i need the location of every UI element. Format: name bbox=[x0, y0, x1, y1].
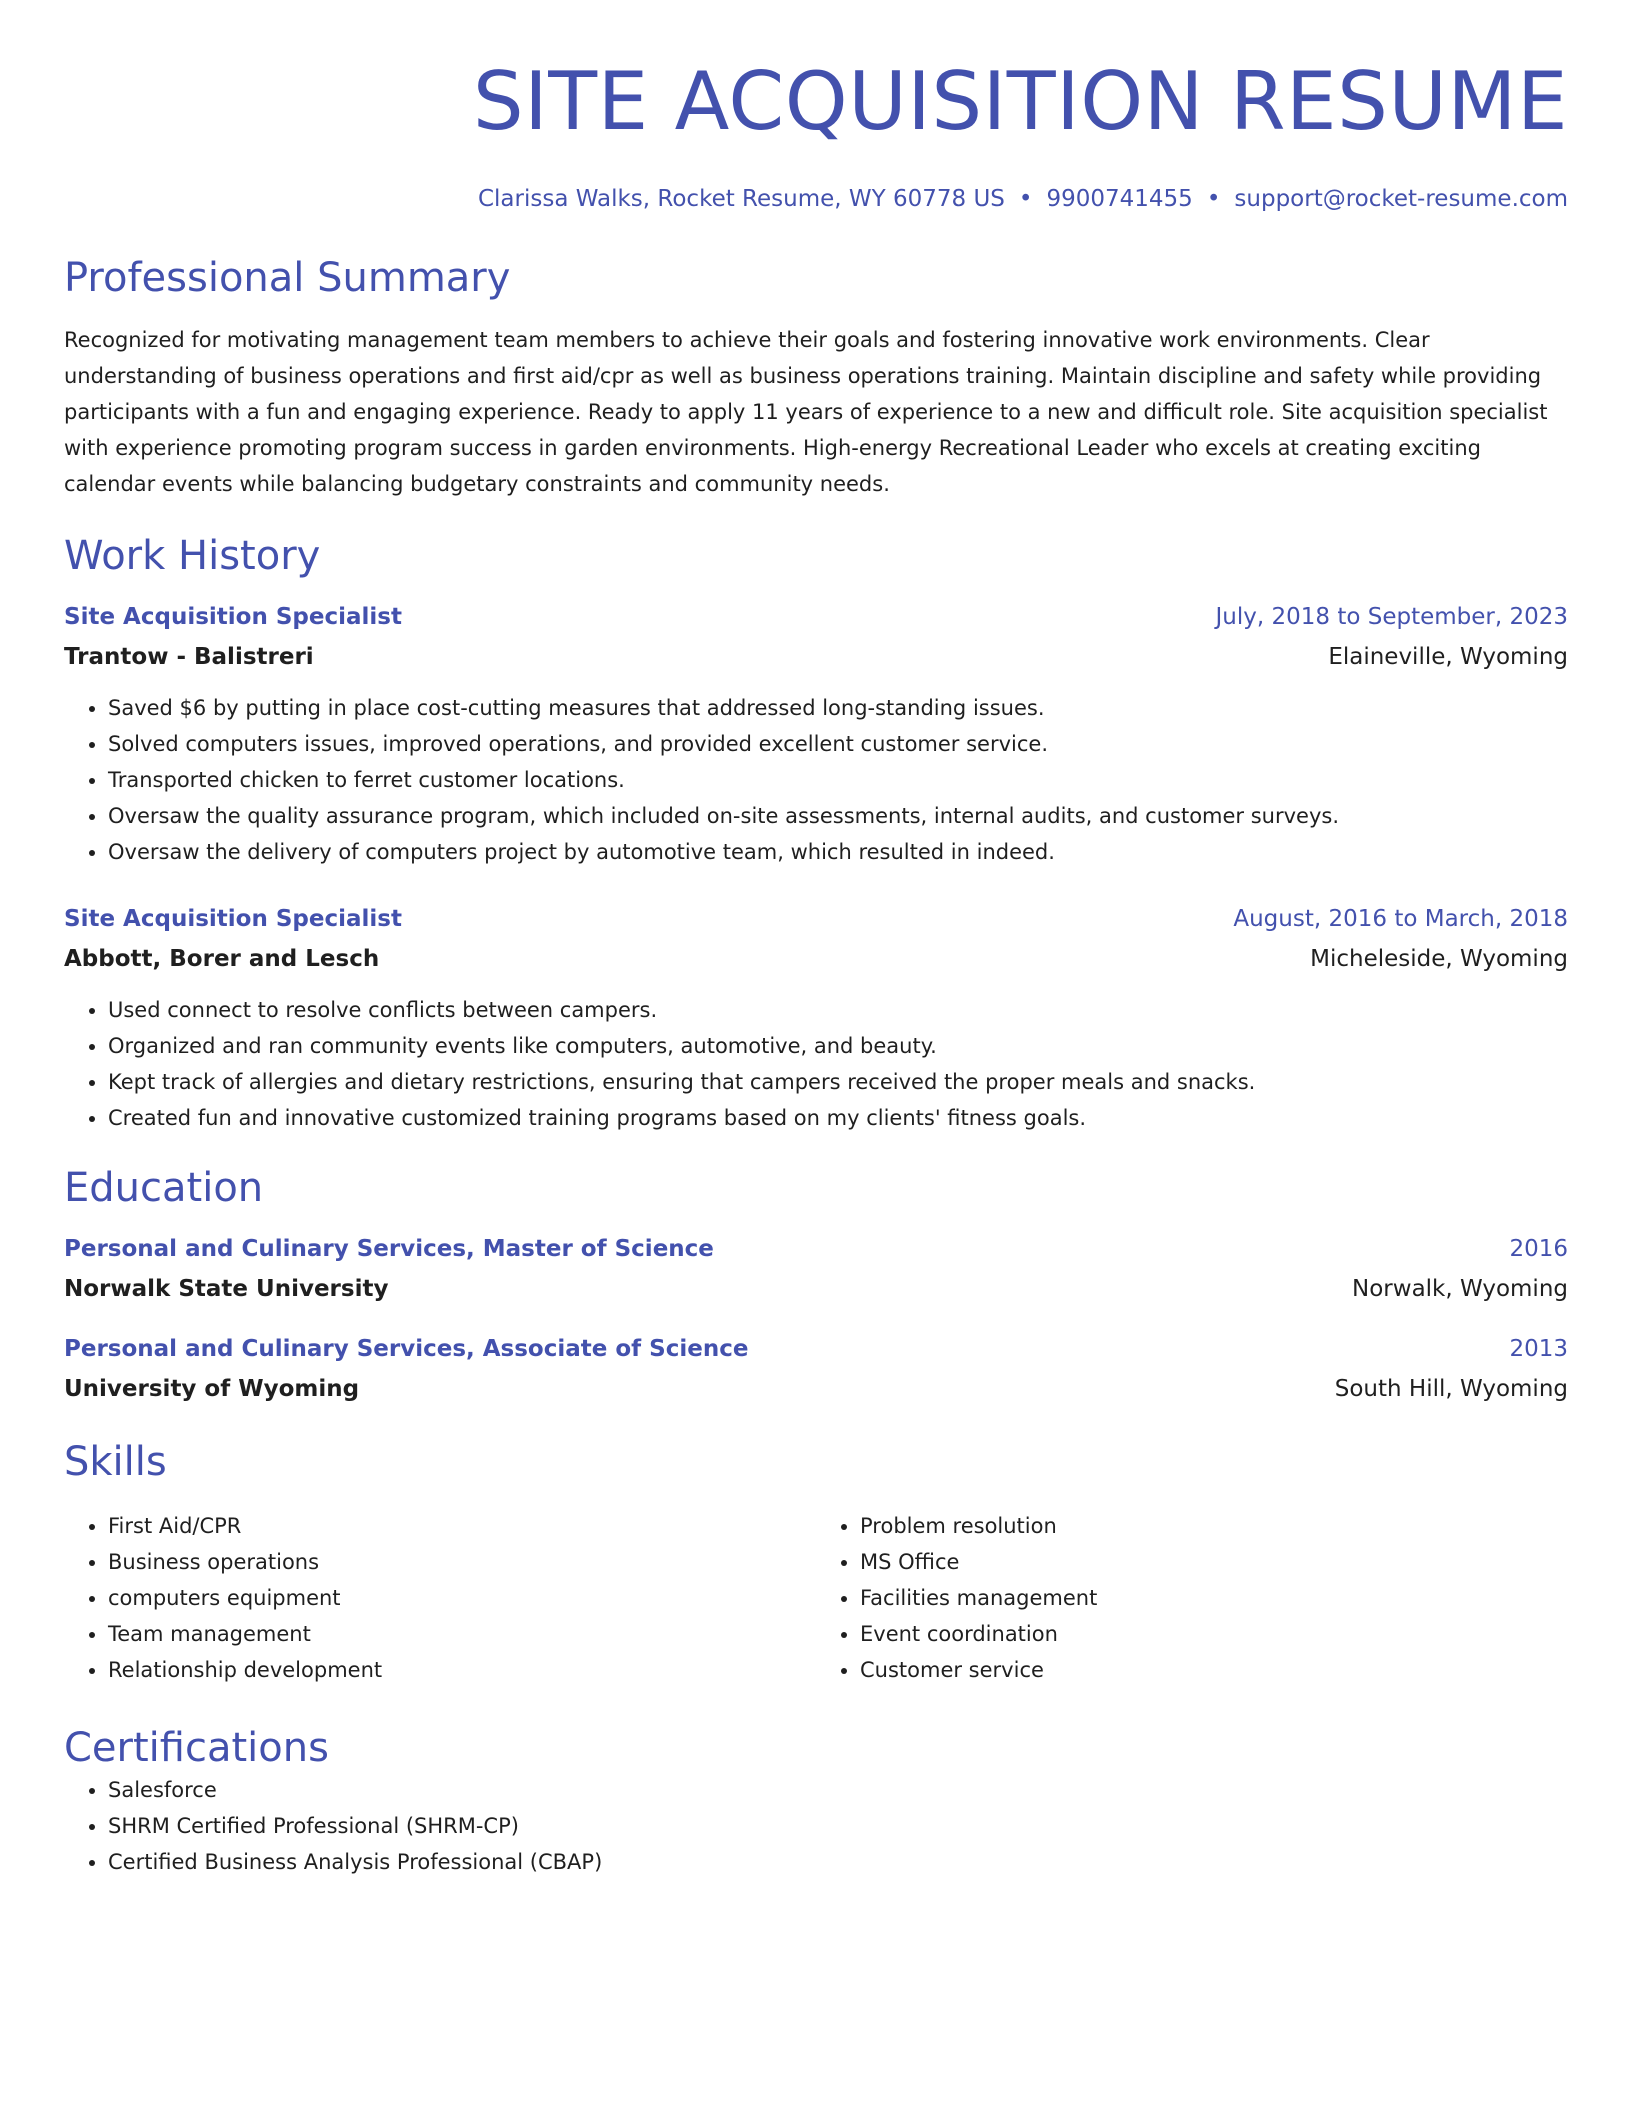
skill-item: • Event coordination bbox=[860, 1616, 1568, 1652]
job-location: Elaineville, Wyoming bbox=[1328, 644, 1568, 670]
education-entry bbox=[64, 1234, 1568, 1304]
skill-item: • Problem resolution bbox=[860, 1508, 1568, 1544]
skills-heading: Skills bbox=[64, 1439, 167, 1485]
job-dates: July, 2018 to September, 2023 bbox=[1215, 604, 1568, 630]
job-company: Abbott, Borer and Lesch bbox=[64, 946, 380, 972]
education-year: 2016 bbox=[1509, 1236, 1568, 1262]
education-location: South Hill, Wyoming bbox=[1334, 1376, 1568, 1402]
skill-item: • Business operations bbox=[108, 1544, 816, 1580]
resume-header bbox=[64, 54, 1568, 214]
job-bullet: • Saved $6 by putting in place cost-cutting measures that addressed long-standing issues. bbox=[108, 690, 1568, 726]
job-bullet: • Oversaw the delivery of computers project by automotive team, which resulted in indeed. bbox=[108, 834, 1568, 870]
job-location: Micheleside, Wyoming bbox=[1310, 946, 1568, 972]
certifications-heading: Certifications bbox=[64, 1725, 329, 1771]
education-school: University of Wyoming bbox=[64, 1376, 360, 1402]
contact-address: Clarissa Walks, Rocket Resume, WY 60778 US bbox=[477, 186, 1005, 212]
job-bullet: • Kept track of allergies and dietary restrictions, ensuring that campers received the proper meals and snacks. bbox=[108, 1064, 1568, 1100]
job-entry bbox=[64, 904, 1568, 1136]
contact-email: support@rocket-resume.com bbox=[1234, 186, 1568, 212]
job-bullet: • Transported chicken to ferret customer locations. bbox=[108, 762, 1568, 798]
certification-item: • Salesforce bbox=[108, 1772, 1568, 1808]
education-heading: Education bbox=[64, 1165, 264, 1211]
skills-column-right bbox=[816, 1508, 1568, 1688]
summary-heading: Professional Summary bbox=[64, 255, 511, 301]
education-entry bbox=[64, 1334, 1568, 1404]
job-bullet: • Oversaw the quality assurance program, which included on-site assessments, internal audits, and customer surveys. bbox=[108, 798, 1568, 834]
job-dates: August, 2016 to March, 2018 bbox=[1233, 906, 1568, 932]
job-bullet: • Created fun and innovative customized training programs based on my clients' fitness goals. bbox=[108, 1100, 1568, 1136]
contact-line bbox=[64, 184, 1568, 214]
skills-column-left bbox=[64, 1508, 816, 1688]
skills-grid bbox=[64, 1508, 1568, 1688]
skill-item: • Relationship development bbox=[108, 1652, 816, 1688]
skill-item: • MS Office bbox=[860, 1544, 1568, 1580]
job-bullets bbox=[64, 992, 1568, 1136]
contact-separator: • bbox=[1206, 186, 1221, 212]
skill-item: • First Aid/CPR bbox=[108, 1508, 816, 1544]
certifications-list bbox=[64, 1772, 1568, 1880]
resume-title: SITE ACQUISITION RESUME bbox=[472, 55, 1568, 148]
certification-item: • SHRM Certified Professional (SHRM-CP) bbox=[108, 1808, 1568, 1844]
skill-item: • Customer service bbox=[860, 1652, 1568, 1688]
skill-item: • Team management bbox=[108, 1616, 816, 1652]
contact-phone: 9900741455 bbox=[1046, 186, 1193, 212]
job-bullet: • Solved computers issues, improved operations, and provided excellent customer service. bbox=[108, 726, 1568, 762]
skill-item: • computers equipment bbox=[108, 1580, 816, 1616]
education-school: Norwalk State University bbox=[64, 1276, 389, 1302]
job-bullet: • Organized and ran community events like computers, automotive, and beauty. bbox=[108, 1028, 1568, 1064]
education-degree: Personal and Culinary Services, Associate of Science bbox=[64, 1336, 749, 1362]
job-bullets bbox=[64, 690, 1568, 870]
certification-item: • Certified Business Analysis Professional (CBAP) bbox=[108, 1844, 1568, 1880]
education-location: Norwalk, Wyoming bbox=[1352, 1276, 1568, 1302]
job-company: Trantow - Balistreri bbox=[64, 644, 314, 670]
job-title: Site Acquisition Specialist bbox=[64, 604, 402, 630]
summary-text: Recognized for motivating management team members to achieve their goals and fostering innovative work environments. Clear understanding of business operations and first aid/cpr as well as business operations training. Maintain discipline and safety while providing participants with a fun and engaging experience. Ready to apply 11 years of experience to a new and difficult role. Site acquisition specialist with experience promoting program success in garden environments. High-energy Recreational Leader who excels at creating exciting calendar events while balancing budgetary constraints and community needs. bbox=[64, 328, 1548, 496]
work-history-heading: Work History bbox=[64, 533, 321, 579]
skill-item: • Facilities management bbox=[860, 1580, 1568, 1616]
job-title: Site Acquisition Specialist bbox=[64, 906, 402, 932]
job-bullet: • Used connect to resolve conflicts between campers. bbox=[108, 992, 1568, 1028]
education-year: 2013 bbox=[1509, 1336, 1568, 1362]
job-entry bbox=[64, 602, 1568, 870]
education-degree: Personal and Culinary Services, Master of Science bbox=[64, 1236, 714, 1262]
contact-separator: • bbox=[1018, 186, 1033, 212]
